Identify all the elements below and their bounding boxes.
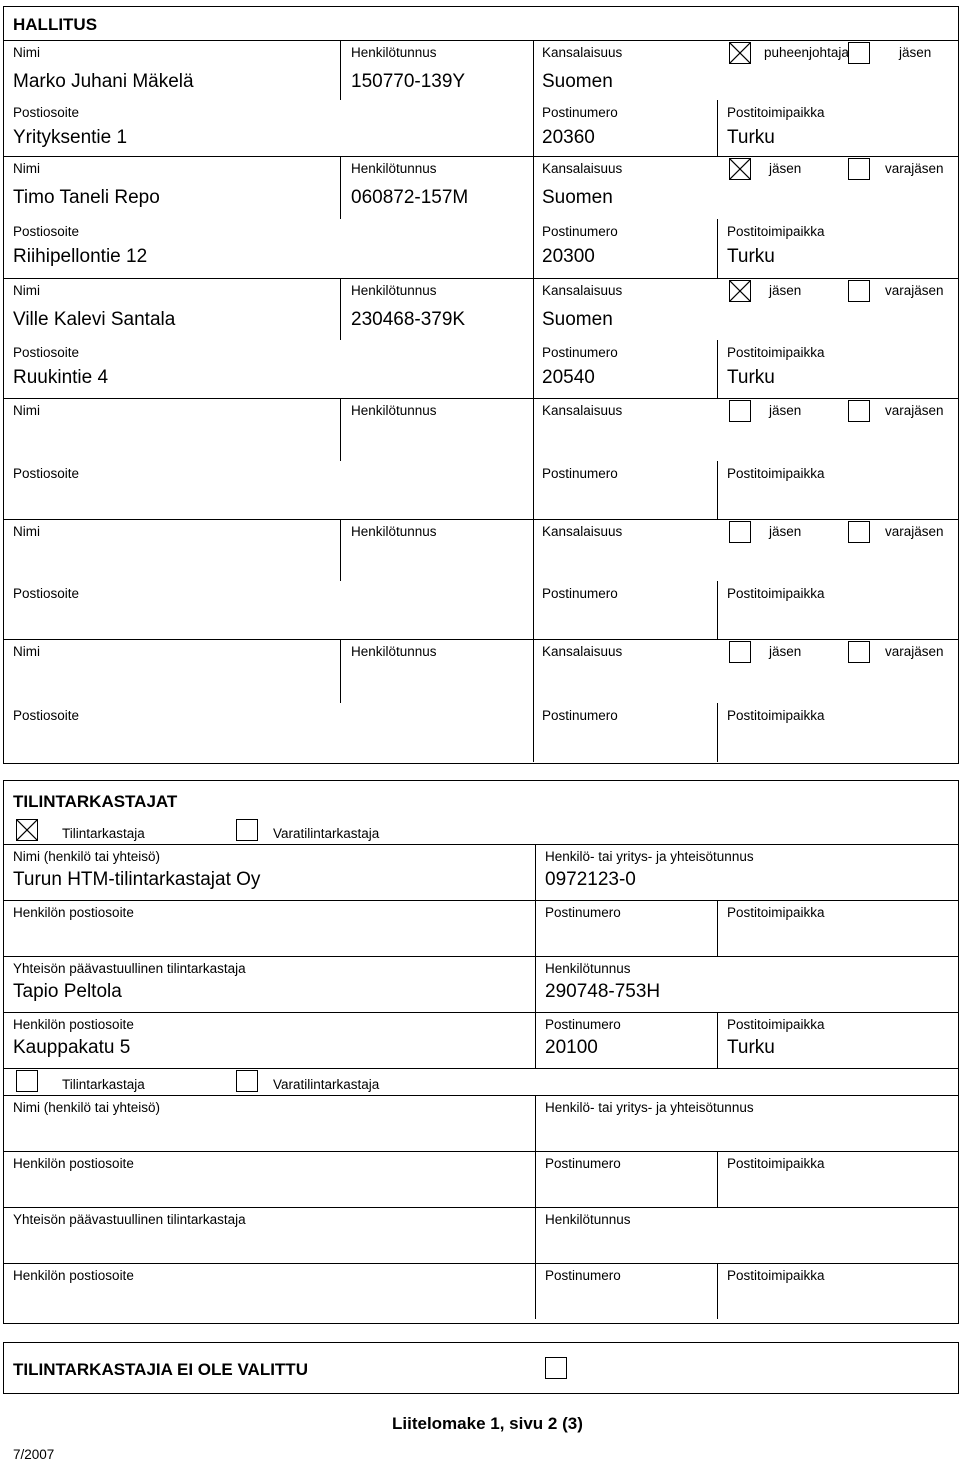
- responsible-address-label: Henkilön postiosoite: [13, 1268, 134, 1283]
- member-col-divider: [717, 219, 718, 278]
- responsible-address[interactable]: Kauppakatu 5: [13, 1037, 131, 1058]
- member-col-divider: [533, 519, 534, 639]
- city-label: Postitoimipaikka: [727, 708, 825, 723]
- role1-checkbox[interactable]: [729, 521, 751, 543]
- member-divider: [4, 156, 958, 157]
- role1-label: jäsen: [769, 161, 802, 176]
- member-name[interactable]: Ville Kalevi Santala: [13, 309, 176, 330]
- role2-label: varajäsen: [885, 403, 944, 418]
- role1-checkbox[interactable]: [729, 280, 751, 302]
- tilintarkastajat-title: TILINTARKASTAJAT: [13, 792, 178, 811]
- auditor-divider: [4, 1012, 958, 1013]
- role2-label: varajäsen: [885, 524, 944, 539]
- tilintarkastaja-checkbox[interactable]: [16, 1070, 38, 1092]
- member-hetu[interactable]: 150770-139Y: [351, 71, 466, 92]
- role2-checkbox[interactable]: [848, 400, 870, 422]
- varatilintarkastaja-label: Varatilintarkastaja: [273, 826, 380, 841]
- address-label: Postiosoite: [13, 224, 80, 239]
- city-label: Postitoimipaikka: [727, 466, 825, 481]
- hetu-label: Henkilötunnus: [351, 45, 437, 60]
- hetu-label: Henkilötunnus: [351, 524, 437, 539]
- hetu-label: Henkilötunnus: [351, 283, 437, 298]
- role2-checkbox[interactable]: [848, 641, 870, 663]
- address-label: Postiosoite: [13, 708, 80, 723]
- responsible-postcode-label: Postinumero: [545, 1017, 621, 1032]
- auditor-divider: [4, 956, 958, 957]
- member-col-divider: [717, 340, 718, 398]
- auditor-postcode-label: Postinumero: [545, 905, 621, 920]
- member-col-divider: [533, 639, 534, 762]
- auditor-divider: [4, 1207, 958, 1208]
- name-label: Nimi: [13, 524, 40, 539]
- role1-checkbox[interactable]: [729, 400, 751, 422]
- auditor-tunnus[interactable]: 0972123-0: [545, 869, 636, 890]
- citizenship-label: Kansalaisuus: [542, 45, 623, 60]
- member-hetu[interactable]: 060872-157M: [351, 187, 469, 208]
- member-address[interactable]: Ruukintie 4: [13, 367, 109, 388]
- auditor-col-divider: [535, 1095, 536, 1263]
- role1-checkbox[interactable]: [729, 641, 751, 663]
- role2-checkbox[interactable]: [848, 42, 870, 64]
- role2-label: jäsen: [899, 45, 932, 60]
- member-city[interactable]: Turku: [727, 367, 775, 388]
- member-col-divider: [340, 519, 341, 581]
- address-label: Postiosoite: [13, 466, 80, 481]
- address-label: Postiosoite: [13, 345, 80, 360]
- member-citizenship[interactable]: Suomen: [542, 71, 613, 92]
- member-postcode[interactable]: 20300: [542, 246, 595, 267]
- responsible-label: Yhteisön päävastuullinen tilintarkastaja: [13, 961, 246, 976]
- auditor-col-divider: [535, 1012, 536, 1068]
- member-postcode[interactable]: 20360: [542, 127, 595, 148]
- city-label: Postitoimipaikka: [727, 345, 825, 360]
- name-label: Nimi: [13, 283, 40, 298]
- member-col-divider: [533, 278, 534, 398]
- responsible-city-label: Postitoimipaikka: [727, 1268, 825, 1283]
- member-postcode[interactable]: 20540: [542, 367, 595, 388]
- role2-checkbox[interactable]: [848, 158, 870, 180]
- auditor-col-divider: [717, 1151, 718, 1207]
- citizenship-label: Kansalaisuus: [542, 403, 623, 418]
- hallitus-title: HALLITUS: [13, 15, 98, 34]
- role1-label: jäsen: [769, 524, 802, 539]
- responsible-hetu-label: Henkilötunnus: [545, 1212, 631, 1227]
- auditor-city-label: Postitoimipaikka: [727, 1156, 825, 1171]
- name-label: Nimi: [13, 45, 40, 60]
- role2-label: varajäsen: [885, 161, 944, 176]
- auditor-address-label: Henkilön postiosoite: [13, 1156, 134, 1171]
- form-version: 7/2007: [13, 1447, 55, 1462]
- auditor-col-divider: [535, 1263, 536, 1319]
- name-label: Nimi: [13, 644, 40, 659]
- name-label: Nimi: [13, 161, 40, 176]
- responsible-hetu-label: Henkilötunnus: [545, 961, 631, 976]
- member-citizenship[interactable]: Suomen: [542, 187, 613, 208]
- auditor-tunnus-label: Henkilö- tai yritys- ja yhteisötunnus: [545, 1100, 754, 1115]
- member-city[interactable]: Turku: [727, 246, 775, 267]
- responsible-address-label: Henkilön postiosoite: [13, 1017, 134, 1032]
- city-label: Postitoimipaikka: [727, 586, 825, 601]
- member-address[interactable]: Yrityksentie 1: [13, 127, 128, 148]
- postcode-label: Postinumero: [542, 105, 618, 120]
- citizenship-label: Kansalaisuus: [542, 644, 623, 659]
- role1-label: jäsen: [769, 283, 802, 298]
- tilintarkastaja-checkbox[interactable]: [16, 819, 38, 841]
- auditor-name-label: Nimi (henkilö tai yhteisö): [13, 849, 161, 864]
- member-col-divider: [533, 398, 534, 519]
- page-indicator: Liitelomake 1, sivu 2 (3): [392, 1414, 583, 1433]
- varatilintarkastaja-checkbox[interactable]: [236, 1070, 258, 1092]
- city-label: Postitoimipaikka: [727, 224, 825, 239]
- hetu-label: Henkilötunnus: [351, 403, 437, 418]
- member-divider: [4, 519, 958, 520]
- varatilintarkastaja-checkbox[interactable]: [236, 819, 258, 841]
- member-address[interactable]: Riihipellontie 12: [13, 246, 148, 267]
- role1-label: puheenjohtaja: [764, 45, 849, 60]
- auditor-divider: [4, 1095, 958, 1096]
- hallitus-title-divider: [4, 40, 958, 41]
- responsible-postcode[interactable]: 20100: [545, 1037, 598, 1058]
- auditor-name[interactable]: Turun HTM-tilintarkastajat Oy: [13, 869, 261, 890]
- role2-checkbox[interactable]: [848, 280, 870, 302]
- member-hetu[interactable]: 230468-379K: [351, 309, 466, 330]
- responsible-postcode-label: Postinumero: [545, 1268, 621, 1283]
- postcode-label: Postinumero: [542, 466, 618, 481]
- postcode-label: Postinumero: [542, 708, 618, 723]
- responsible-city-label: Postitoimipaikka: [727, 1017, 825, 1032]
- member-name[interactable]: Timo Taneli Repo: [13, 187, 160, 208]
- role1-checkbox[interactable]: [729, 158, 751, 180]
- auditor-block-divider: [4, 1068, 958, 1069]
- auditor-divider: [4, 844, 958, 845]
- member-citizenship[interactable]: Suomen: [542, 309, 613, 330]
- member-col-divider: [717, 703, 718, 762]
- auditor-postcode-label: Postinumero: [545, 1156, 621, 1171]
- role2-label: varajäsen: [885, 644, 944, 659]
- tilintarkastaja-label: Tilintarkastaja: [62, 1077, 145, 1092]
- auditor-col-divider: [717, 1012, 718, 1068]
- citizenship-label: Kansalaisuus: [542, 524, 623, 539]
- citizenship-label: Kansalaisuus: [542, 161, 623, 176]
- member-name[interactable]: Marko Juhani Mäkelä: [13, 71, 194, 92]
- responsible-city[interactable]: Turku: [727, 1037, 775, 1058]
- hetu-label: Henkilötunnus: [351, 644, 437, 659]
- address-label: Postiosoite: [13, 105, 80, 120]
- member-col-divider: [717, 100, 718, 156]
- member-city[interactable]: Turku: [727, 127, 775, 148]
- postcode-label: Postinumero: [542, 586, 618, 601]
- member-col-divider: [340, 40, 341, 100]
- citizenship-label: Kansalaisuus: [542, 283, 623, 298]
- role1-label: jäsen: [769, 403, 802, 418]
- member-col-divider: [340, 398, 341, 461]
- role1-checkbox[interactable]: [729, 42, 751, 64]
- member-col-divider: [340, 156, 341, 219]
- role2-checkbox[interactable]: [848, 521, 870, 543]
- member-divider: [4, 398, 958, 399]
- auditor-divider: [4, 1263, 958, 1264]
- address-label: Postiosoite: [13, 586, 80, 601]
- auditor-tunnus-label: Henkilö- tai yritys- ja yhteisötunnus: [545, 849, 754, 864]
- role1-label: jäsen: [769, 644, 802, 659]
- responsible-name[interactable]: Tapio Peltola: [13, 981, 122, 1002]
- auditor-address-label: Henkilön postiosoite: [13, 905, 134, 920]
- hetu-label: Henkilötunnus: [351, 161, 437, 176]
- member-divider: [4, 278, 958, 279]
- role2-label: varajäsen: [885, 283, 944, 298]
- auditor-col-divider: [717, 900, 718, 956]
- auditor-name-label: Nimi (henkilö tai yhteisö): [13, 1100, 161, 1115]
- auditor-divider: [4, 900, 958, 901]
- auditor-col-divider: [535, 844, 536, 1012]
- auditor-col-divider: [717, 1263, 718, 1319]
- member-col-divider: [340, 639, 341, 703]
- postcode-label: Postinumero: [542, 345, 618, 360]
- auditor-divider: [4, 1151, 958, 1152]
- auditor-city-label: Postitoimipaikka: [727, 905, 825, 920]
- ei-valittu-label: TILINTARKASTAJIA EI OLE VALITTU: [13, 1360, 308, 1379]
- postcode-label: Postinumero: [542, 224, 618, 239]
- responsible-label: Yhteisön päävastuullinen tilintarkastaja: [13, 1212, 246, 1227]
- member-divider: [4, 639, 958, 640]
- member-col-divider: [717, 581, 718, 639]
- member-col-divider: [340, 278, 341, 340]
- ei-valittu-checkbox[interactable]: [545, 1357, 567, 1379]
- member-col-divider: [533, 156, 534, 278]
- name-label: Nimi: [13, 403, 40, 418]
- tilintarkastaja-label: Tilintarkastaja: [62, 826, 145, 841]
- responsible-hetu[interactable]: 290748-753H: [545, 981, 661, 1002]
- city-label: Postitoimipaikka: [727, 105, 825, 120]
- member-col-divider: [717, 461, 718, 519]
- member-col-divider: [533, 40, 534, 156]
- varatilintarkastaja-label: Varatilintarkastaja: [273, 1077, 380, 1092]
